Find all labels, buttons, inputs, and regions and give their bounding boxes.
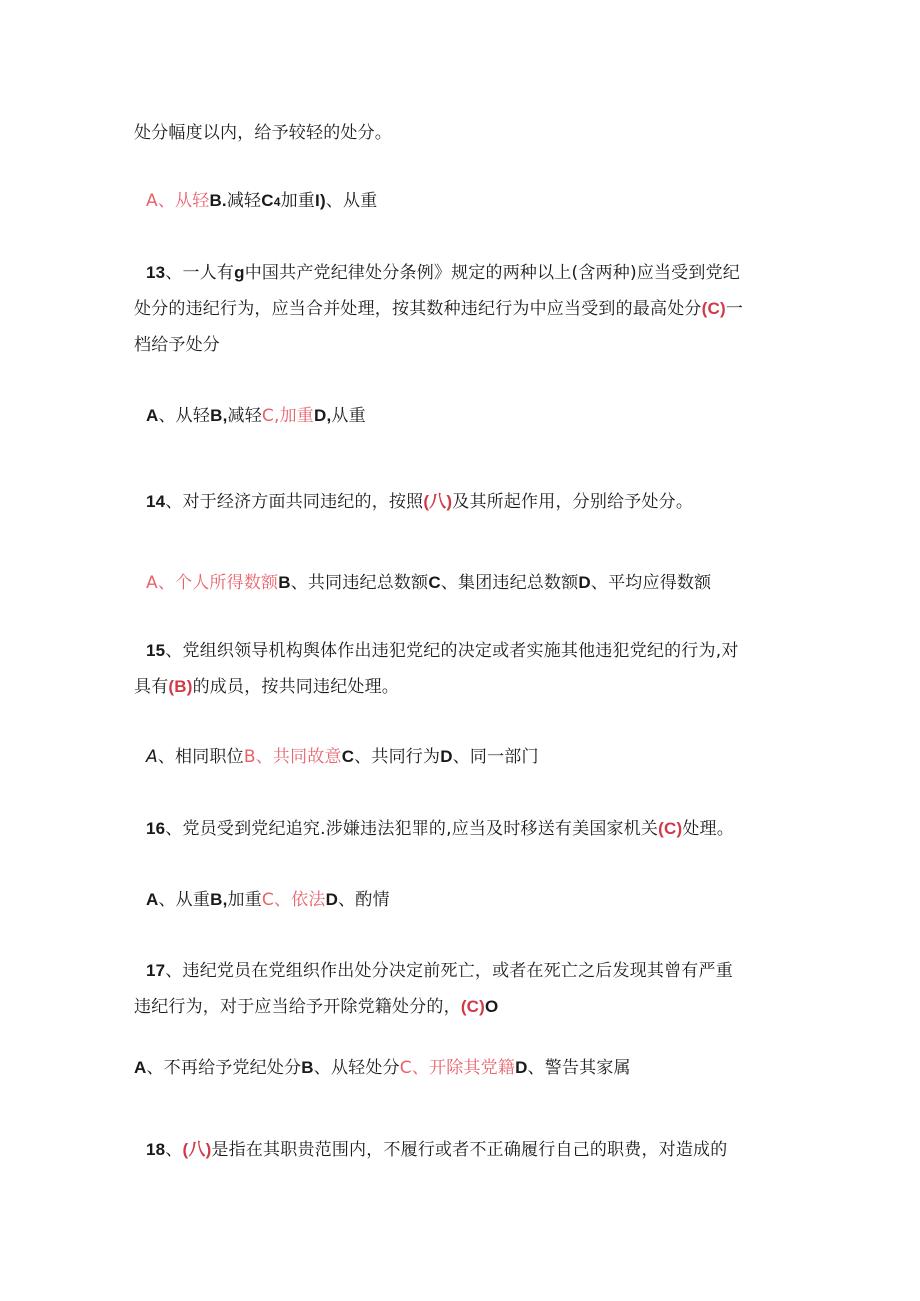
question-text: 一 [725, 299, 744, 319]
q13-line-2 [134, 298, 743, 320]
question-text: 违纪行为，对于应当给予开除党籍处分的， [134, 997, 461, 1017]
option-b: 加重 [227, 890, 262, 910]
option-b-letter: B [278, 573, 291, 592]
q13-options [146, 405, 366, 427]
option-b-letter: B. [209, 191, 227, 210]
q18-line-1 [146, 1139, 727, 1161]
question-text: 处分的违纪行为，应当合并处理，按其数种违纪行为中应当受到的最高处分 [134, 299, 702, 319]
q13-line-3 [134, 334, 220, 356]
question-number: 14 [146, 492, 166, 511]
option-d: 、同一部门 [452, 747, 539, 767]
option-a-letter: A [146, 406, 159, 425]
q17-line-1 [146, 960, 733, 982]
question-text: 处理。 [682, 819, 734, 839]
q13-line-1 [146, 262, 740, 284]
question-text: 及其所起作用，分别给予处分。 [452, 492, 694, 512]
answer-mark: (八) [423, 492, 453, 511]
question-text: 中国共产党纪律处分条例》规定的两种以上(含两种)应当受到党纪 [244, 263, 740, 283]
q17-line-2 [134, 996, 498, 1018]
option-b: 减轻 [227, 406, 262, 426]
option-b-letter: B, [210, 406, 228, 425]
question-number: 13 [146, 263, 166, 282]
q15-line-1 [146, 640, 739, 662]
question-text-end: O [485, 997, 499, 1016]
answer-mark: (B) [168, 677, 193, 696]
question-text: 档给予处分 [134, 335, 220, 355]
option-d: 、警告其家属 [527, 1058, 631, 1078]
option-a: A、从轻 [146, 191, 210, 211]
answer-mark: (八) [182, 1140, 212, 1159]
option-d: 、酌情 [338, 890, 390, 910]
option-d-letter: I) [315, 191, 326, 210]
option-a: 、相同职位 [157, 747, 244, 767]
option-d: 从重 [331, 406, 366, 426]
question-text-g: g [234, 263, 245, 282]
option-c-letter: C [341, 747, 355, 766]
option-c-letter: C [428, 573, 441, 592]
answer-mark: (C) [701, 299, 726, 318]
option-d: 、从重 [325, 191, 378, 211]
q12-options [146, 190, 377, 213]
option-d-letter: D, [313, 406, 332, 425]
option-c-sub: 4 [273, 195, 281, 209]
question-number: 17 [146, 961, 166, 980]
option-d: 、平均应得数额 [590, 573, 712, 593]
q15-options [146, 746, 539, 768]
question-text: 是指在其职贵范围内，不履行或者不正确履行自己的职费，对造成的 [211, 1140, 728, 1160]
q14-options [146, 572, 711, 594]
question-text: 具有 [134, 677, 169, 697]
option-b: 、共同违纪总数额 [290, 573, 429, 593]
question-text: 、党组织领导机构舆体作出违犯党纪的决定或者实施其他违犯党纪的行为,对 [165, 641, 739, 661]
option-c-letter: C [261, 191, 274, 210]
option-c: C、开除其党籍 [399, 1058, 516, 1078]
question-text: 、违纪党员在党组织作出处分决定前死亡，或者在死亡之后发现其曾有严重 [165, 961, 733, 981]
q16-line-1 [146, 818, 734, 840]
question-text: 、 [165, 1140, 183, 1160]
option-b: 减轻 [226, 191, 262, 211]
option-b: B、共同故意 [243, 747, 342, 767]
line-text: 处分幅度以内，给予较轻的处分。 [134, 123, 392, 143]
q14-line-1 [146, 491, 693, 513]
question-text: 、党员受到党纪追究.涉嫌违法犯罪的,应当及时移送有美国家机关 [165, 819, 659, 839]
question-number: 16 [146, 819, 166, 838]
option-d-letter: D [578, 573, 591, 592]
option-a: 、从轻 [158, 406, 211, 426]
answer-mark: (C) [460, 997, 486, 1016]
answer-mark: (C) [658, 819, 683, 838]
q15-line-2 [134, 676, 399, 698]
q17-options [134, 1057, 631, 1079]
option-d-letter: D [515, 1058, 528, 1077]
option-d-letter: D [325, 890, 339, 909]
option-c: C、依法 [261, 890, 326, 910]
option-a: 、不再给予党纪处分 [146, 1058, 302, 1078]
option-c: 加重 [280, 191, 316, 211]
option-a-letter: A [134, 1058, 147, 1077]
question-text: 、一人有 [165, 263, 235, 283]
option-b-letter: B [301, 1058, 314, 1077]
option-d-letter: D [440, 747, 453, 766]
question-number: 18 [146, 1140, 166, 1159]
option-b-letter: B, [210, 890, 228, 909]
text-line-continuation [134, 122, 392, 144]
option-b: 、从轻处分 [313, 1058, 400, 1078]
option-c: 、集团违纪总数额 [440, 573, 579, 593]
option-a: 、从重 [158, 890, 211, 910]
q16-options [146, 889, 390, 911]
option-a-letter: A [146, 890, 159, 909]
question-text: 、对于经济方面共同违纪的，按照 [165, 492, 424, 512]
option-c: C,加重 [261, 406, 314, 426]
option-a-letter: A [146, 747, 158, 767]
question-text: 的成员，按共同违纪处理。 [192, 677, 400, 697]
option-a: A、个人所得数额 [146, 573, 279, 593]
question-number: 15 [146, 641, 166, 660]
option-c: 、共同行为 [354, 747, 441, 767]
